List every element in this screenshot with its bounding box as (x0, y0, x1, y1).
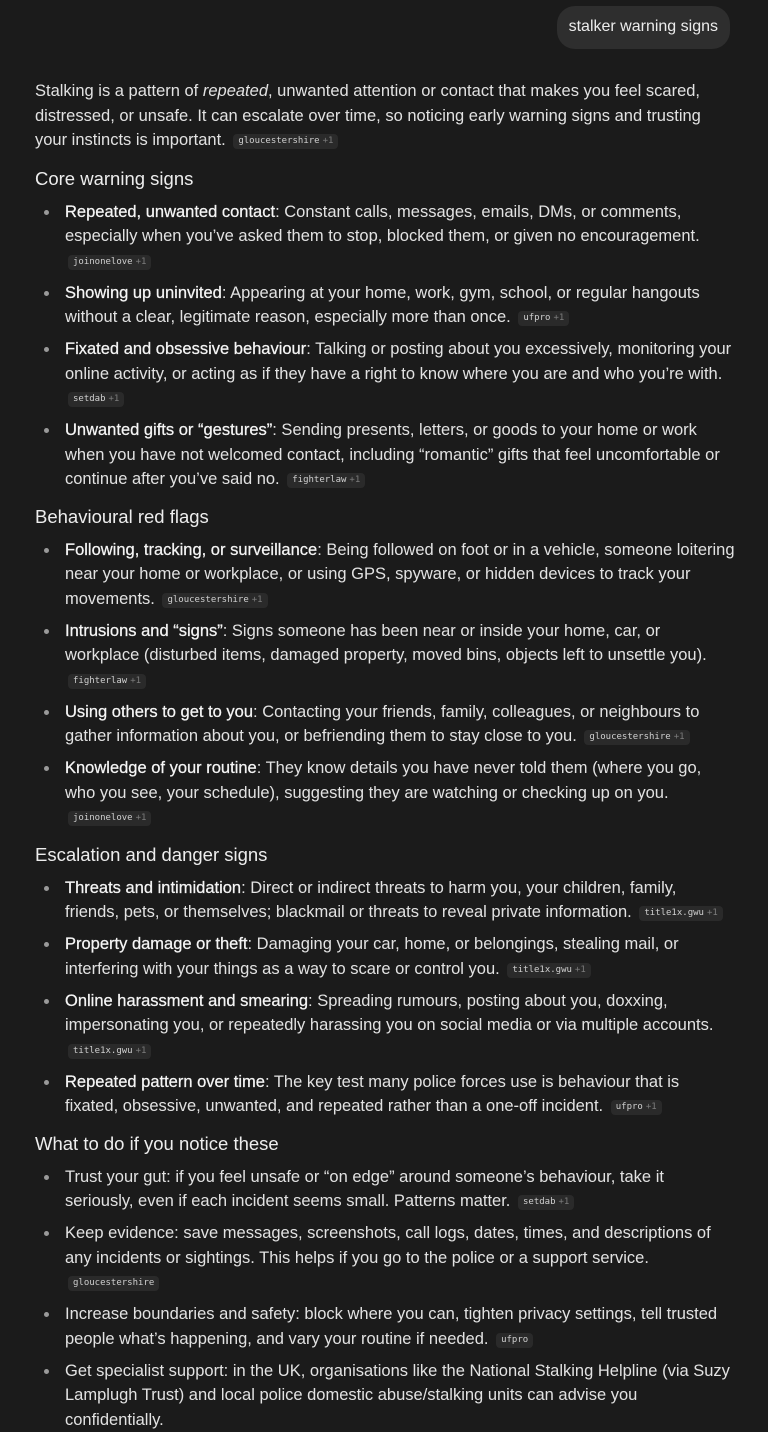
source-citation-chip[interactable] (68, 674, 146, 689)
item-label: Following, tracking, or surveillance (65, 541, 317, 559)
source-more-count: +1 (136, 1046, 147, 1056)
source-more-count: +1 (136, 813, 147, 823)
source-citation-chip[interactable] (68, 392, 124, 407)
item-label: Threats and intimidation (65, 879, 241, 897)
intro-text-end: , unwanted attention or contact that makes you feel scared, distressed, or unsafe. It can escalate over time, so noticing early warning signs and trusting your instincts is important. (35, 82, 701, 149)
source-citation-chip[interactable] (68, 1276, 159, 1291)
item-text: : They know details you have never told them (where you go, who you see, your schedule), suggesting they are watching or checking up on you. (65, 759, 701, 802)
intro-paragraph (35, 79, 735, 153)
source-name: gloucestershire (238, 136, 319, 146)
source-name: joinonelove (73, 257, 133, 267)
user-message-bubble (557, 6, 730, 49)
source-name: ufpro (616, 1102, 643, 1112)
item-text: Get specialist support: in the UK, organisations like the National Stalking Helpline (via Suzy Lamplugh Trust) and local police domestic abuse/stalking units can advise you confidentially. (65, 1362, 730, 1429)
source-citation-chip[interactable] (233, 134, 338, 149)
source-name: gloucestershire (589, 732, 670, 742)
source-name: ufpro (523, 313, 550, 323)
item-text: : Damaging your car, home, or belongings, stealing mail, or interfering with your things as a way to scare or control you. (65, 935, 679, 978)
item-label: Property damage or theft (65, 935, 248, 953)
item-label: Knowledge of your routine (65, 759, 257, 777)
item-text: : Constant calls, messages, emails, DMs, or comments, especially when you’ve asked them to stop, blocked them, or given no encouragement. (65, 203, 700, 246)
source-name: gloucestershire (167, 595, 248, 605)
list-item (35, 876, 735, 925)
bullet-icon (44, 1312, 49, 1317)
source-name: fighterlaw (73, 676, 127, 686)
source-citation-chip[interactable] (68, 255, 151, 270)
source-citation-chip[interactable] (496, 1333, 533, 1348)
bullet-icon (44, 1231, 49, 1236)
source-citation-chip[interactable] (68, 811, 151, 826)
list-item (35, 1359, 735, 1432)
section-heading: What to do if you notice these (35, 1132, 735, 1156)
source-more-count: +1 (553, 313, 564, 323)
item-text: : Direct or indirect threats to harm you, your children, family, friends, pets, or themselves; blackmail or threats to reveal private information. (65, 879, 676, 922)
bullet-icon (44, 942, 49, 947)
item-text: Increase boundaries and safety: block where you can, tighten privacy settings, tell trusted people what’s happening, and vary your routine if needed. (65, 1305, 717, 1348)
section-heading: Core warning signs (35, 167, 735, 191)
bullet-icon (44, 1080, 49, 1085)
list-item (35, 989, 735, 1063)
item-label: Unwanted gifts or “gestures” (65, 421, 272, 439)
source-citation-chip[interactable] (507, 963, 590, 978)
bullet-icon (44, 886, 49, 891)
item-label: Repeated pattern over time (65, 1073, 265, 1091)
item-label: Using others to get to you (65, 703, 253, 721)
list-item (35, 932, 735, 981)
source-more-count: +1 (252, 595, 263, 605)
bullet-icon (44, 1175, 49, 1180)
section-list (35, 200, 735, 492)
section-list (35, 1165, 735, 1432)
source-citation-chip[interactable] (287, 473, 365, 488)
list-item (35, 538, 735, 612)
assistant-response (35, 79, 735, 1432)
item-text: : Sending presents, letters, or goods to your home or work when you have not welcomed contact, including “romantic” gifts that feel uncomfortable or continue after you’ve said no. (65, 421, 720, 488)
bullet-icon (44, 428, 49, 433)
item-label: Online harassment and smearing (65, 992, 308, 1010)
bullet-icon (44, 766, 49, 771)
bullet-icon (44, 548, 49, 553)
source-more-count: +1 (559, 1197, 570, 1207)
source-more-count: +1 (130, 676, 141, 686)
source-more-count: +1 (646, 1102, 657, 1112)
source-more-count: +1 (349, 475, 360, 485)
item-label: Fixated and obsessive behaviour (65, 340, 306, 358)
item-text: : Signs someone has been near or inside your home, car, or workplace (disturbed items, damaged property, moved bins, objects left to unsettle you). (65, 622, 707, 665)
list-item (35, 619, 735, 693)
source-name: title1x.gwu (512, 965, 572, 975)
item-label: Intrusions and “signs” (65, 622, 223, 640)
bullet-icon (44, 629, 49, 634)
item-text: Trust your gut: if you feel unsafe or “on edge” around someone’s behaviour, take it seriously, even if each incident seems small. Patterns matter. (65, 1168, 664, 1211)
list-item (35, 281, 735, 330)
section-list (35, 876, 735, 1119)
source-more-count: +1 (575, 965, 586, 975)
section-heading: Behavioural red flags (35, 505, 735, 529)
item-text: : Contacting your friends, family, colleagues, or neighbours to gather information about you, or befriending them to stay close to you. (65, 703, 699, 746)
item-label: Showing up uninvited (65, 284, 222, 302)
item-text: : The key test many police forces use is behaviour that is fixated, obsessive, unwanted, and repeated rather than a one-off incident. (65, 1073, 679, 1116)
source-citation-chip[interactable] (611, 1100, 662, 1115)
source-name: title1x.gwu (644, 908, 704, 918)
list-item (35, 200, 735, 274)
source-name: gloucestershire (73, 1278, 154, 1288)
list-item (35, 700, 735, 749)
intro-text-start: Stalking is a pattern of (35, 82, 203, 100)
source-name: fighterlaw (292, 475, 346, 485)
source-more-count: +1 (674, 732, 685, 742)
intro-emphasis: repeated (203, 82, 268, 100)
source-more-count: +1 (109, 394, 120, 404)
source-citation-chip[interactable] (584, 730, 689, 745)
source-name: ufpro (501, 1335, 528, 1345)
source-citation-chip[interactable] (518, 311, 569, 326)
item-text: Keep evidence: save messages, screenshots, call logs, dates, times, and descriptions of any incidents or sightings. This helps if you go to the police or a support service. (65, 1224, 711, 1267)
bullet-icon (44, 210, 49, 215)
source-citation-chip[interactable] (518, 1195, 574, 1210)
bullet-icon (44, 1369, 49, 1374)
response-sections (35, 167, 735, 1432)
source-citation-chip[interactable] (639, 906, 722, 921)
bullet-icon (44, 710, 49, 715)
list-item (35, 337, 735, 411)
item-text: : Appearing at your home, work, gym, school, or regular hangouts without a clear, legitimate reason, especially more than once. (65, 284, 700, 327)
source-more-count: +1 (136, 257, 147, 267)
source-more-count: +1 (323, 136, 334, 146)
bullet-icon (44, 999, 49, 1004)
source-citation-chip[interactable] (162, 593, 267, 608)
source-citation-chip[interactable] (68, 1044, 151, 1059)
list-item (35, 756, 735, 830)
list-item (35, 418, 735, 492)
bullet-icon (44, 347, 49, 352)
item-text: : Talking or posting about you excessively, monitoring your online activity, or acting as if they have a right to know where you are and who you’re with. (65, 340, 731, 383)
bullet-icon (44, 291, 49, 296)
item-text: : Being followed on foot or in a vehicle, someone loitering near your home or workplace, or using GPS, spyware, or hidden devices to track your movements. (65, 541, 735, 608)
item-text: : Spreading rumours, posting about you, doxxing, impersonating you, or repeatedly harassing you on social media or via multiple accounts. (65, 992, 713, 1035)
item-label: Repeated, unwanted contact (65, 203, 275, 221)
list-item (35, 1221, 735, 1295)
list-item (35, 1165, 735, 1214)
user-message-text: stalker warning signs (569, 18, 718, 35)
section-heading: Escalation and danger signs (35, 843, 735, 867)
source-name: title1x.gwu (73, 1046, 133, 1056)
source-name: setdab (523, 1197, 556, 1207)
source-name: setdab (73, 394, 106, 404)
source-name: joinonelove (73, 813, 133, 823)
list-item (35, 1302, 735, 1351)
list-item (35, 1070, 735, 1119)
section-list (35, 538, 735, 830)
source-more-count: +1 (707, 908, 718, 918)
